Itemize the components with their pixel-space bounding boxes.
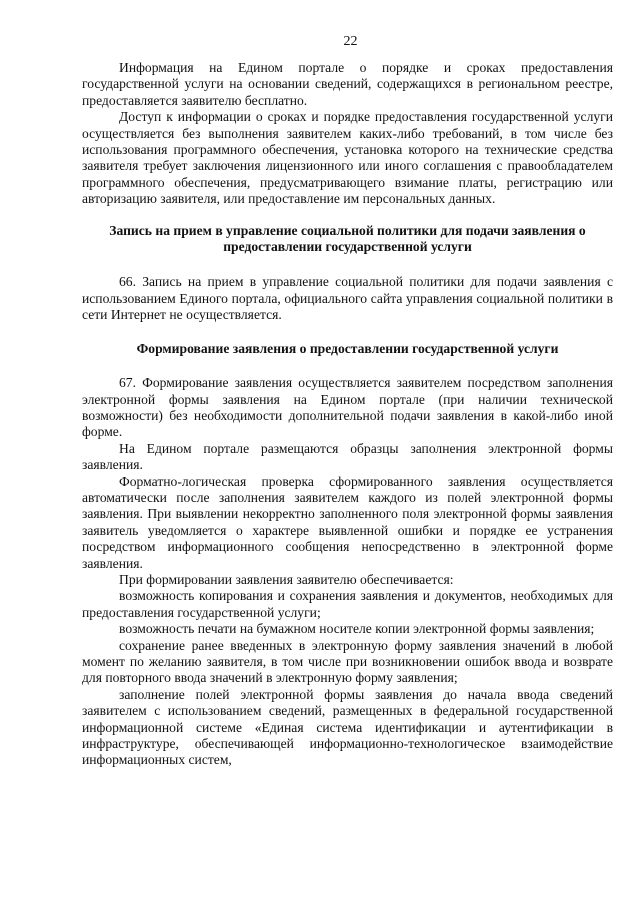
paragraph-67: 67. Формирование заявления осуществляется заявителем посредством заполнения электронной формы заявления на Едином портале (при наличии технической возможности) без необходимости дополнительной подачи заявления в какой-либо иной форме. — [82, 375, 613, 440]
list-item: возможность копирования и сохранения заявления и документов, необходимых для предоставления государственной услуги; — [82, 588, 613, 620]
paragraph-66: 66. Запись на прием в управление социальной политики для подачи заявления с использованием Единого портала, официального сайта управления социальной политики в сети Интернет не осуществляется. — [82, 274, 613, 323]
section-heading-application-forming: Формирование заявления о предоставлении государственной услуги — [136, 340, 559, 356]
paragraph: Форматно-логическая проверка сформированного заявления осуществляется автоматически после заполнения заявителем каждого из полей электронной формы заявления. При выявлении некорректно заполненного поля электронной формы заявления заявитель уведомляется о характере выявленной ошибки и порядке ее устранения посредством информационного сообщения непосредственно в электронной форме заявления. — [82, 473, 613, 571]
paragraph: На Едином портале размещаются образцы заполнения электронной формы заявления. — [82, 440, 613, 473]
list-item: сохранение ранее введенных в электронную форму заявления значений в любой момент по желанию заявителя, в том числе при возникновении ошибок ввода и возврате для повторного ввода значений в электронную форму заявления; — [82, 637, 613, 686]
paragraph: Информация на Едином портале о порядке и сроках предоставления государственной услуги на основании сведений, содержащихся в региональном реестре, предоставляется заявителю бесплатно. — [82, 60, 613, 108]
list-item: заполнение полей электронной формы заявления до начала ввода сведений заявителем с использованием сведений, размещенных в федеральной государственной информационной системе «Единая система идентификации и аутентификации в инфраструктуре, обеспечивающей информационно-технологическое взаимодействие информационных систем, — [82, 686, 613, 768]
paragraph: При формировании заявления заявителю обеспечивается: — [119, 571, 454, 587]
section-heading-appointment: Запись на прием в управление социальной политики для подачи заявления о предоставлении государственной услуги — [109, 222, 586, 255]
paragraph: Доступ к информации о сроках и порядке предоставления государственной услуги осуществляется без выполнения заявителем каких-либо требований, в том числе без использования программного обеспечения, установка которого на технические средства заявителя требует заключения лицензионного или иного соглашения с правообладателем программного обеспечения, предусматривающего взимание платы, регистрацию или авторизацию заявителя, или предоставление им персональных данных. — [82, 109, 613, 207]
list-item: возможность печати на бумажном носителе копии электронной формы заявления; — [119, 621, 595, 637]
page-number: 22 — [343, 34, 358, 49]
